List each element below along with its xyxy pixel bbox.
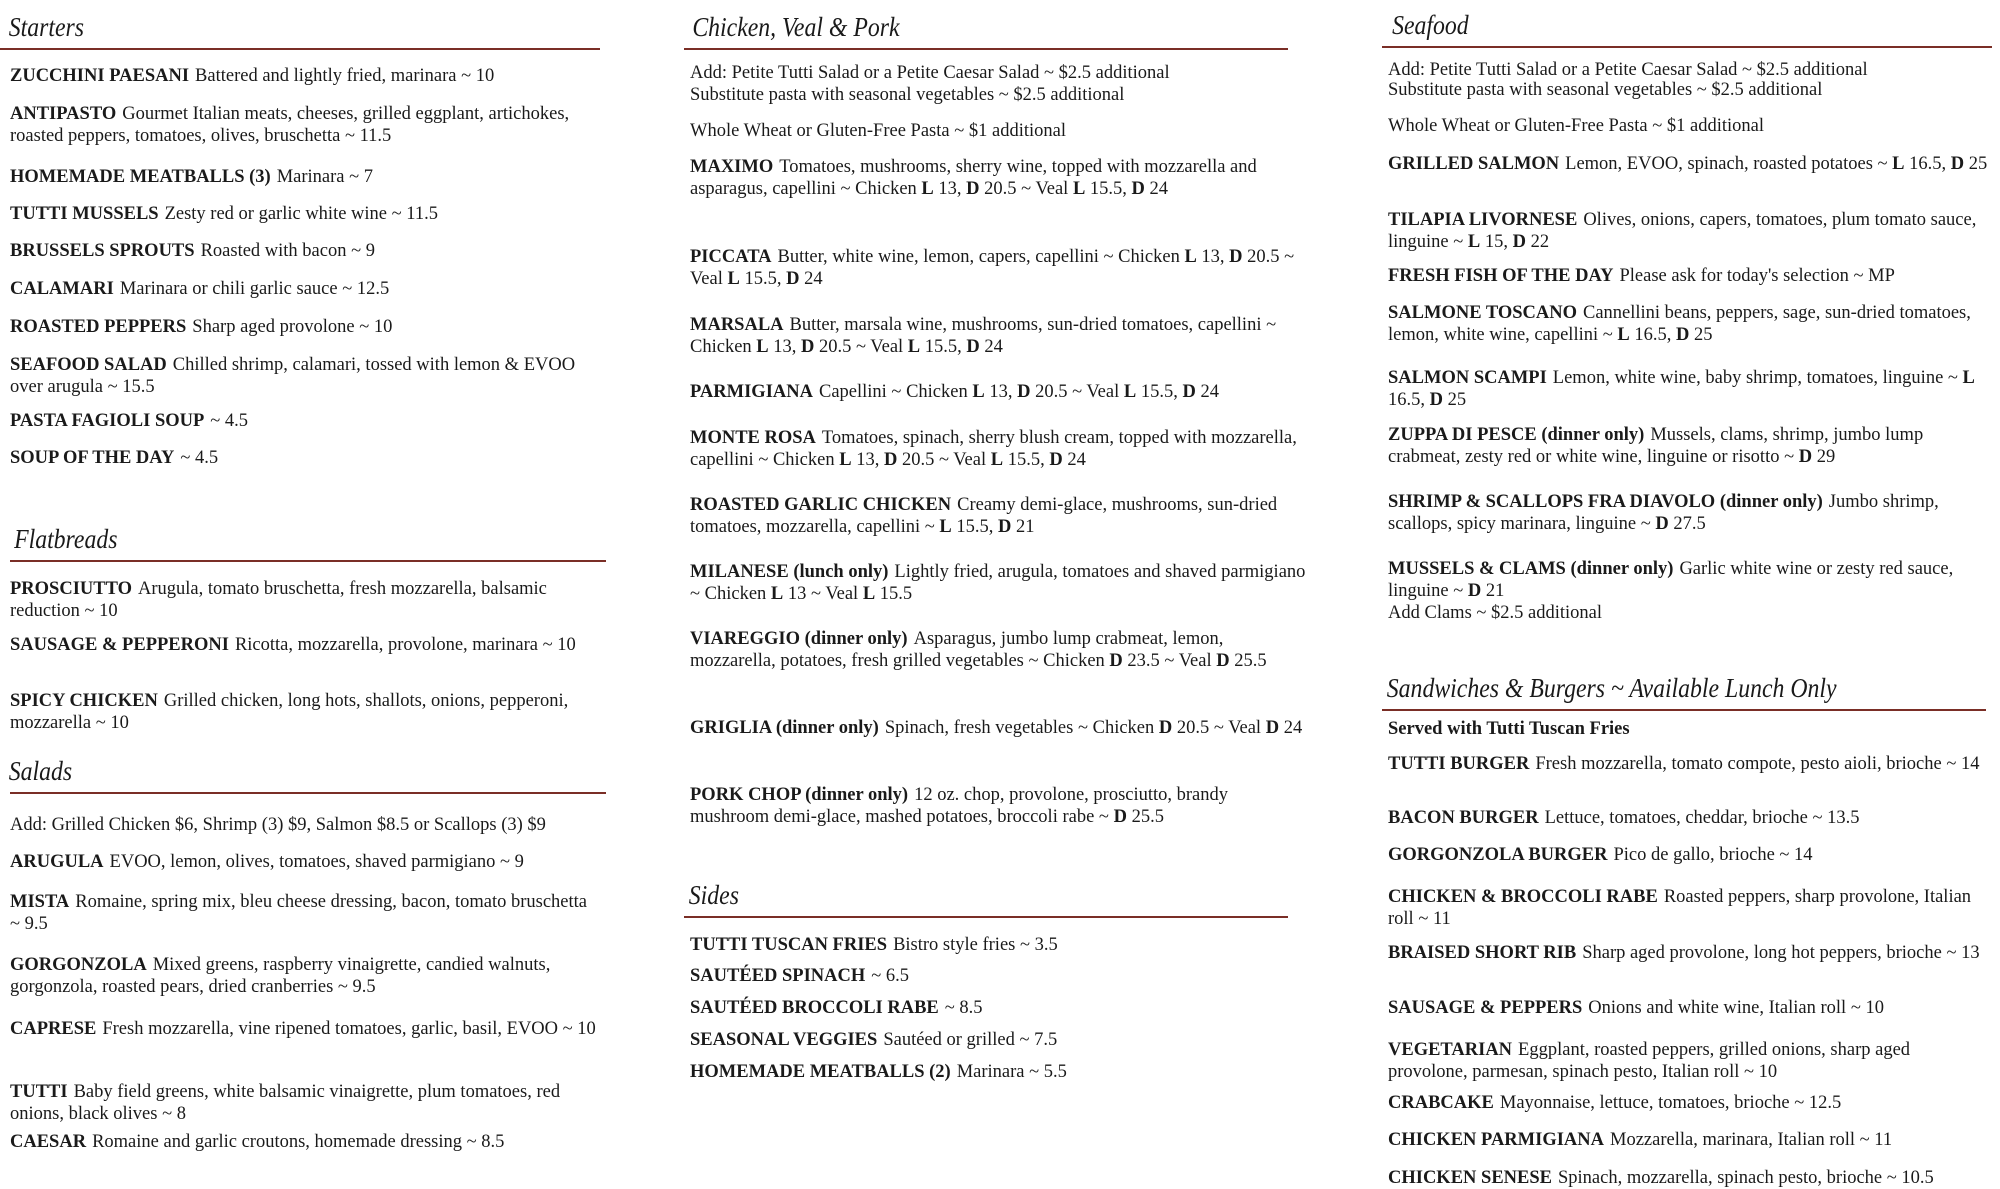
item-description: 21 [1481, 581, 1505, 601]
dinner-price-marker: D [1131, 179, 1145, 199]
item-name: HOMEMADE MEATBALLS (2) [690, 1062, 951, 1082]
item-description: ~ 4.5 [180, 448, 219, 468]
item-description: 15.5, [920, 337, 967, 357]
sandwiches-section [1378, 673, 1998, 711]
item-description: Marinara or chili garlic sauce ~ 12.5 [119, 279, 390, 299]
item-name: ANTIPASTO [10, 104, 117, 124]
item-name: CALAMARI [10, 279, 114, 299]
menu-item [10, 410, 610, 432]
item-name: BRAISED SHORT RIB [1388, 943, 1577, 963]
lunch-price-marker: L [1467, 232, 1481, 252]
section-title: Chicken, Veal & Pork [692, 12, 900, 42]
item-description: Tomatoes, spinach, sherry blush cream, topped with mozzarella, capellini ~ Chicken [690, 428, 1297, 470]
menu-item [1388, 807, 1993, 829]
menu-item [10, 851, 600, 873]
item-name: HOMEMADE MEATBALLS (3) [10, 167, 271, 187]
item-name: VIAREGGIO (dinner only) [690, 629, 908, 649]
lunch-price-marker: L [1962, 368, 1975, 388]
menu-item [10, 103, 610, 147]
section-divider [1382, 709, 1986, 711]
menu-item [10, 203, 610, 225]
item-name: TUTTI MUSSELS [10, 204, 159, 224]
menu-item [690, 381, 1310, 403]
item-description: Onions and white wine, Italian roll ~ 10 [1588, 998, 1884, 1018]
section-divider [0, 48, 600, 50]
item-name: VEGETARIAN [1388, 1040, 1513, 1060]
section-divider [684, 48, 1288, 50]
menu-item [1388, 209, 1993, 253]
item-description: 13, [933, 179, 967, 199]
dinner-price-marker: D [1229, 247, 1243, 267]
menu-item [690, 427, 1310, 471]
dinner-price-marker: D [1017, 382, 1031, 402]
item-name: ROASTED GARLIC CHICKEN [690, 495, 952, 515]
item-description: 15.5, [1136, 382, 1183, 402]
menu-item [10, 690, 615, 734]
menu-item [1388, 1167, 1993, 1189]
item-description: Grilled chicken, long hots, shallots, onions, pepperoni, mozzarella ~ 10 [10, 691, 569, 733]
lunch-price-marker: L [972, 382, 985, 402]
menu-item [1388, 844, 1993, 866]
menu-item [1388, 367, 1993, 411]
menu-item [690, 1029, 1310, 1051]
note-text: Substitute pasta with seasonal vegetables ~ $2.5 additional [1388, 80, 1823, 100]
item-description: Mayonnaise, lettuce, tomatoes, brioche ~ 12.5 [1499, 1093, 1842, 1113]
menu-item [690, 628, 1310, 672]
item-name: SOUP OF THE DAY [10, 448, 175, 468]
note-text: Add: Grilled Chicken $6, Shrimp (3) $9, Salmon $8.5 or Scallops (3) $9 [10, 815, 546, 835]
item-description: Please ask for today's selection ~ MP [1619, 266, 1895, 286]
menu-item [690, 717, 1310, 739]
item-name: MONTE ROSA [690, 428, 816, 448]
item-description: Sautéed or grilled ~ 7.5 [883, 1030, 1058, 1050]
item-name: TUTTI TUSCAN FRIES [690, 935, 888, 955]
item-description: Marinara ~ 5.5 [956, 1062, 1067, 1082]
item-description: Mussels, clams, shrimp, jumbo lump crabmeat, zesty red or white wine, linguine or risotto ~ [1388, 425, 1924, 467]
item-name: GORGONZOLA BURGER [1388, 845, 1608, 865]
dinner-price-marker: D [1049, 450, 1063, 470]
seafood-section [1378, 10, 1998, 48]
item-description: 24 [1195, 382, 1219, 402]
dinner-price-marker: D [1467, 581, 1482, 601]
seafood-note-3 [1388, 115, 1998, 137]
item-description: Lemon, white wine, baby shrimp, tomatoes, linguine ~ [1552, 368, 1963, 388]
menu-item [1388, 997, 1993, 1019]
item-description: 25.5 [1229, 651, 1267, 671]
item-name: SHRIMP & SCALLOPS FRA DIAVOLO (dinner only) [1388, 492, 1823, 512]
chicken-note-2 [690, 84, 1300, 106]
item-description: 16.5, [1904, 154, 1951, 174]
item-description: 16.5, [1629, 325, 1676, 345]
menu-item [690, 965, 1310, 987]
dinner-price-marker: D [883, 450, 898, 470]
section-title: Seafood [1392, 10, 1469, 40]
item-description: 25 [1689, 325, 1713, 345]
item-description: 24 [1279, 718, 1303, 738]
menu-item [1388, 153, 1993, 175]
lunch-price-marker: L [1072, 179, 1086, 199]
item-description: Bistro style fries ~ 3.5 [893, 935, 1058, 955]
item-name: BACON BURGER [1388, 808, 1539, 828]
item-name: CHICKEN & BROCCOLI RABE [1388, 887, 1658, 907]
dinner-price-marker: D [801, 337, 815, 357]
menu-item [690, 934, 1310, 956]
item-description: ~ 6.5 [871, 966, 910, 986]
item-description: Olives, onions, capers, tomatoes, plum tomato sauce, linguine ~ [1388, 210, 1977, 252]
item-description: 15.5, [951, 517, 998, 537]
item-description: 13, [768, 337, 801, 357]
item-description: 13, [1196, 247, 1230, 267]
lunch-price-marker: L [1123, 382, 1137, 402]
menu-item [10, 578, 615, 622]
item-name: FRESH FISH OF THE DAY [1388, 266, 1614, 286]
item-description: Tomatoes, mushrooms, sherry wine, topped with mozzarella and asparagus, capellini ~ Chicken [690, 157, 1257, 199]
item-description: 15.5, [739, 269, 787, 289]
dinner-price-marker: D [1109, 651, 1123, 671]
section-divider [684, 916, 1288, 918]
menu-item [1388, 424, 1993, 468]
section-title: Salads [8, 756, 73, 786]
menu-item [1388, 265, 1993, 287]
salads-section [0, 756, 615, 794]
dinner-price-marker: D [1182, 382, 1196, 402]
item-description: 20.5 ~ Veal [690, 247, 1295, 289]
item-description: Garlic white wine or zesty red sauce, linguine ~ [1388, 559, 1954, 601]
flatbreads-section [0, 524, 615, 562]
item-description: 15.5, [1003, 450, 1050, 470]
menu-item [10, 65, 610, 87]
item-description: Battered and lightly fried, marinara ~ 10 [195, 66, 495, 86]
item-description: Sharp aged provolone, long hot peppers, brioche ~ 13 [1582, 943, 1980, 963]
item-description: Roasted with bacon ~ 9 [200, 241, 375, 261]
item-description: 20.5 ~ Veal [897, 450, 991, 470]
menu-item [1388, 302, 1993, 346]
dinner-price-marker: D [966, 337, 980, 357]
item-description: 20.5 ~ Veal [814, 337, 908, 357]
item-extra-note: Add Clams ~ $2.5 additional [1388, 603, 1603, 623]
section-divider [1382, 46, 1992, 48]
note-text: Whole Wheat or Gluten-Free Pasta ~ $1 additional [1388, 116, 1764, 136]
section-divider [10, 792, 606, 794]
menu-item [10, 1081, 600, 1125]
salads-add-note [10, 814, 615, 836]
item-description: 24 [1062, 450, 1086, 470]
lunch-price-marker: L [756, 337, 769, 357]
item-description: Eggplant, roasted peppers, grilled onions, sharp aged provolone, parmesan, spinach pesto, Italian roll ~ 10 [1388, 1040, 1911, 1082]
sides-section [680, 880, 1300, 918]
item-description: 24 [979, 337, 1003, 357]
dinner-price-marker: D [1158, 718, 1173, 738]
chicken-section [680, 12, 1300, 50]
item-name: SEAFOOD SALAD [10, 355, 167, 375]
item-description: Baby field greens, white balsamic vinaigrette, plum tomatoes, red onions, black olives ~ 8 [10, 1082, 561, 1124]
item-name: PARMIGIANA [690, 382, 813, 402]
lunch-price-marker: L [939, 517, 952, 537]
note-text: Substitute pasta with seasonal vegetables ~ $2.5 additional [690, 85, 1125, 105]
menu-item [1388, 1092, 1993, 1114]
item-description: 20.5 ~ Veal [1172, 718, 1266, 738]
section-title: Flatbreads [14, 524, 118, 554]
item-name: PROSCIUTTO [10, 579, 132, 599]
lunch-price-marker: L [770, 584, 784, 604]
item-description: 24 [799, 269, 823, 289]
menu-item [1388, 491, 1993, 535]
item-description: 13 ~ Veal [783, 584, 863, 604]
section-title: Sandwiches & Burgers ~ Available Lunch Only [1386, 673, 1837, 703]
dinner-price-marker: D [1655, 514, 1669, 534]
item-name: ROASTED PEPPERS [10, 317, 187, 337]
item-description: 27.5 [1668, 514, 1706, 534]
dinner-price-marker: D [1429, 390, 1443, 410]
dinner-price-marker: D [1265, 718, 1280, 738]
item-name: GRILLED SALMON [1388, 154, 1560, 174]
menu-item [10, 278, 610, 300]
item-description: Mozzarella, marinara, Italian roll ~ 11 [1610, 1130, 1893, 1150]
item-name: MAXIMO [690, 157, 774, 177]
item-description: 13, [851, 450, 884, 470]
item-name: SEASONAL VEGGIES [690, 1030, 878, 1050]
lunch-price-marker: L [1184, 247, 1197, 267]
dinner-price-marker: D [1113, 807, 1127, 827]
note-text: Whole Wheat or Gluten-Free Pasta ~ $1 additional [690, 121, 1066, 141]
lunch-price-marker: L [907, 337, 921, 357]
item-description: Chilled shrimp, calamari, tossed with lemon & EVOO over arugula ~ 15.5 [10, 355, 576, 397]
item-name: SALMONE TOSCANO [1388, 303, 1577, 323]
dinner-price-marker: D [1798, 447, 1813, 467]
item-name: BRUSSELS SPROUTS [10, 241, 195, 261]
menu-item [10, 634, 615, 656]
note-text: Add: Petite Tutti Salad or a Petite Caesar Salad ~ $2.5 additional [1388, 60, 1868, 80]
item-name: MISTA [10, 892, 70, 912]
menu-item [1388, 886, 1993, 930]
menu-item [690, 314, 1310, 358]
item-description: 23.5 ~ Veal [1122, 651, 1217, 671]
item-name: GORGONZOLA [10, 955, 147, 975]
item-description: 15.5, [1085, 179, 1132, 199]
item-name: SALMON SCAMPI [1388, 368, 1547, 388]
menu-item [10, 354, 610, 398]
menu-item [690, 1061, 1310, 1083]
item-description: Lightly fried, arugula, tomatoes and shaved parmigiano ~ Chicken [690, 562, 1306, 604]
item-description: Romaine, spring mix, bleu cheese dressing, bacon, tomato bruschetta ~ 9.5 [10, 892, 587, 934]
lunch-price-marker: L [1892, 154, 1905, 174]
lunch-price-marker: L [862, 584, 876, 604]
item-name: SPICY CHICKEN [10, 691, 158, 711]
item-description: Fresh mozzarella, tomato compote, pesto aioli, brioche ~ 14 [1535, 754, 1980, 774]
menu-item [1388, 1129, 1993, 1151]
item-description: Mixed greens, raspberry vinaigrette, candied walnuts, gorgonzola, roasted pears, dried cranberries ~ 9.5 [10, 955, 551, 997]
item-description: Sharp aged provolone ~ 10 [192, 317, 393, 337]
item-name: SAUTÉED BROCCOLI RABE [690, 998, 939, 1018]
chicken-note-3 [690, 120, 1300, 142]
item-description: 25.5 [1126, 807, 1164, 827]
item-name: CHICKEN SENESE [1388, 1168, 1552, 1188]
item-description: Butter, marsala wine, mushrooms, sun-dried tomatoes, capellini ~ Chicken [690, 315, 1277, 357]
item-description: 22 [1525, 232, 1550, 252]
item-description: Lettuce, tomatoes, cheddar, brioche ~ 13.5 [1544, 808, 1860, 828]
item-description: Ricotta, mozzarella, provolone, marinara ~ 10 [234, 635, 576, 655]
item-description: 25 [1964, 154, 1988, 174]
menu-item [690, 561, 1310, 605]
starters-section [0, 12, 615, 50]
item-description: Lemon, EVOO, spinach, roasted potatoes ~ [1565, 154, 1893, 174]
menu-item [1388, 1039, 1993, 1083]
menu-item [690, 784, 1310, 828]
item-name: MILANESE (lunch only) [690, 562, 889, 582]
item-name: TUTTI [10, 1082, 68, 1102]
item-name: ZUPPA DI PESCE (dinner only) [1388, 425, 1645, 445]
item-description: 21 [1011, 517, 1035, 537]
menu-item [1388, 558, 1993, 624]
lunch-price-marker: L [839, 450, 852, 470]
item-description: 20.5 ~ Veal [979, 179, 1073, 199]
lunch-price-marker: L [727, 269, 740, 289]
section-title: Starters [8, 12, 85, 42]
dinner-price-marker: D [1675, 325, 1690, 345]
item-description: 15, [1480, 232, 1513, 252]
item-name: CAESAR [10, 1132, 87, 1152]
item-description: Arugula, tomato bruschetta, fresh mozzarella, balsamic reduction ~ 10 [10, 579, 547, 621]
dinner-price-marker: D [1950, 154, 1965, 174]
item-description: Pico de gallo, brioche ~ 14 [1613, 845, 1813, 865]
item-name: PICCATA [690, 247, 772, 267]
item-description: Zesty red or garlic white wine ~ 11.5 [164, 204, 438, 224]
menu-item [690, 494, 1310, 538]
menu-item [1388, 942, 1993, 964]
menu-item [690, 246, 1310, 290]
item-description: 25 [1443, 390, 1467, 410]
item-name: TUTTI BURGER [1388, 754, 1530, 774]
item-name: MUSSELS & CLAMS (dinner only) [1388, 559, 1674, 579]
item-description: Romaine and garlic croutons, homemade dressing ~ 8.5 [92, 1132, 505, 1152]
menu-item [10, 316, 610, 338]
item-description: Butter, white wine, lemon, capers, capellini ~ Chicken [777, 247, 1185, 267]
chicken-note-1 [690, 62, 1300, 84]
item-name: GRIGLIA (dinner only) [690, 718, 879, 738]
lunch-price-marker: L [990, 450, 1004, 470]
item-description: 24 [1144, 179, 1169, 199]
sandwiches-served-note [1388, 718, 1998, 740]
item-description: 16.5, [1388, 390, 1430, 410]
menu-item [10, 240, 610, 262]
item-description: Jumbo shrimp, scallops, spicy marinara, linguine ~ [1388, 492, 1939, 534]
item-description: EVOO, lemon, olives, tomatoes, shaved parmigiano ~ 9 [109, 852, 524, 872]
item-name: PASTA FAGIOLI SOUP [10, 411, 205, 431]
item-name: SAUTÉED SPINACH [690, 966, 866, 986]
item-description: Spinach, mozzarella, spinach pesto, brioche ~ 10.5 [1557, 1168, 1934, 1188]
item-description: 15.5 [875, 584, 913, 604]
item-name: CAPRESE [10, 1019, 97, 1039]
dinner-price-marker: D [997, 517, 1012, 537]
item-name: ARUGULA [10, 852, 104, 872]
item-description: 29 [1812, 447, 1836, 467]
dinner-price-marker: D [1512, 232, 1526, 252]
item-description: ~ 8.5 [944, 998, 983, 1018]
item-name: TILAPIA LIVORNESE [1388, 210, 1578, 230]
lunch-price-marker: L [1617, 325, 1630, 345]
note-text: Add: Petite Tutti Salad or a Petite Caesar Salad ~ $2.5 additional [690, 63, 1170, 83]
item-description: Fresh mozzarella, vine ripened tomatoes, garlic, basil, EVOO ~ 10 [102, 1019, 596, 1039]
lunch-price-marker: L [921, 179, 934, 199]
item-name: ZUCCHINI PAESANI [10, 66, 190, 86]
seafood-note-2 [1388, 79, 1998, 101]
section-title: Sides [688, 880, 739, 910]
item-description: Roasted peppers, sharp provolone, Italian roll ~ 11 [1388, 887, 1972, 929]
dinner-price-marker: D [966, 179, 980, 199]
item-name: CRABCAKE [1388, 1093, 1494, 1113]
section-divider [10, 560, 606, 562]
dinner-price-marker: D [786, 269, 800, 289]
menu-item [10, 954, 600, 998]
item-description: 13, [984, 382, 1018, 402]
menu-item [10, 891, 600, 935]
item-description: ~ 4.5 [210, 411, 249, 431]
item-description: 20.5 ~ Veal [1030, 382, 1124, 402]
menu-item [10, 166, 610, 188]
menu-item [690, 997, 1310, 1019]
item-description: Spinach, fresh vegetables ~ Chicken [884, 718, 1159, 738]
menu-item [10, 447, 610, 469]
item-name: PORK CHOP (dinner only) [690, 785, 909, 805]
item-name: CHICKEN PARMIGIANA [1388, 1130, 1605, 1150]
item-description: Asparagus, jumbo lump crabmeat, lemon, mozzarella, potatoes, fresh grilled vegetables ~ Chicken [690, 629, 1224, 671]
menu-item [10, 1018, 600, 1040]
item-description: Marinara ~ 7 [276, 167, 374, 187]
menu-item [690, 156, 1310, 200]
item-description: 12 oz. chop, provolone, prosciutto, brandy mushroom demi-glace, mashed potatoes, broccoli rabe ~ [690, 785, 1229, 827]
menu-item [10, 1131, 600, 1153]
note-text: Served with Tutti Tuscan Fries [1388, 719, 1630, 739]
item-description: Gourmet Italian meats, cheeses, grilled eggplant, artichokes, roasted peppers, tomatoes, olives, bruschetta ~ 11.5 [10, 104, 570, 146]
item-description: Capellini ~ Chicken [818, 382, 973, 402]
item-name: SAUSAGE & PEPPERONI [10, 635, 229, 655]
item-name: MARSALA [690, 315, 784, 335]
menu-item [1388, 753, 1993, 775]
item-description: Cannellini beans, peppers, sage, sun-dried tomatoes, lemon, white wine, capellini ~ [1388, 303, 1971, 345]
item-description: Creamy demi-glace, mushrooms, sun-dried tomatoes, mozzarella, capellini ~ [690, 495, 1278, 537]
dinner-price-marker: D [1216, 651, 1230, 671]
seafood-note-1 [1388, 59, 1998, 81]
item-name: SAUSAGE & PEPPERS [1388, 998, 1583, 1018]
